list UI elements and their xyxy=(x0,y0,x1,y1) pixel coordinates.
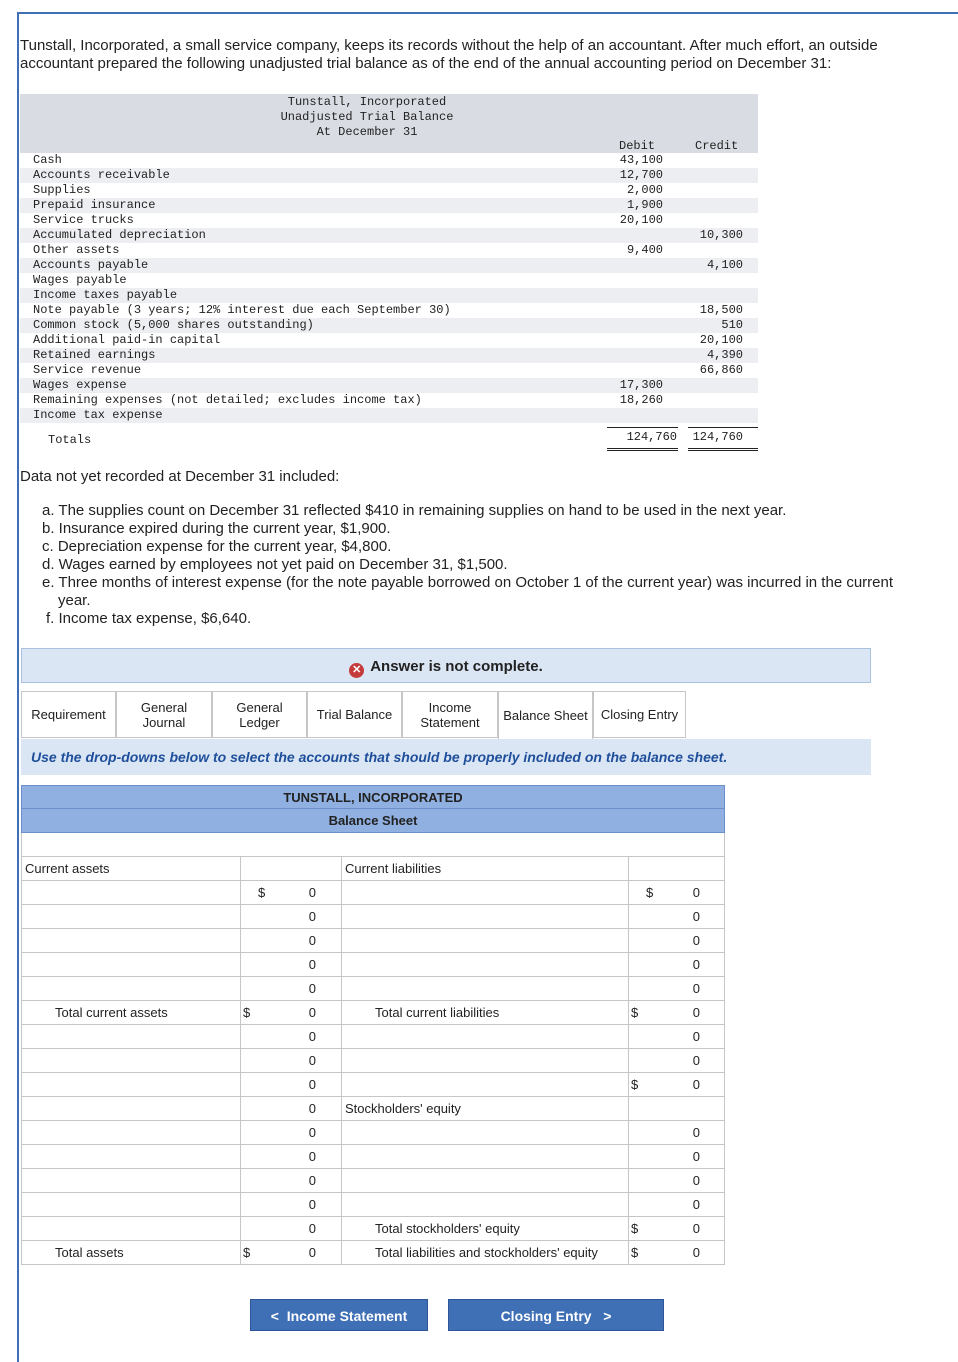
tab-label: Trial Balance xyxy=(316,707,393,722)
balance-sheet-row xyxy=(21,1097,725,1121)
asset-amount-input[interactable] xyxy=(240,977,341,1000)
tab-closing-entry[interactable] xyxy=(593,691,686,738)
liability-amount-input[interactable] xyxy=(628,1025,725,1048)
balance-sheet-row xyxy=(21,953,725,977)
credit-amount: 510 xyxy=(721,318,743,332)
credit-amount: 10,300 xyxy=(699,228,743,242)
asset-account-select[interactable] xyxy=(22,1169,240,1192)
liability-account-select[interactable] xyxy=(341,1073,628,1096)
trial-balance-title xyxy=(0,95,736,140)
trial-balance-row xyxy=(20,168,758,183)
answer-status-text: Answer is not complete. xyxy=(370,658,543,675)
chevron-right-icon: > xyxy=(603,1308,612,1324)
balance-sheet-row xyxy=(21,905,725,929)
liability-amount: 0 xyxy=(692,933,700,948)
asset-amount-input[interactable] xyxy=(240,1025,341,1048)
account-name: Supplies xyxy=(33,183,91,197)
asset-account-select[interactable] xyxy=(22,953,240,976)
tab-label: General Ledger xyxy=(236,699,283,730)
trial-balance-row xyxy=(20,198,758,213)
liability-amount-input[interactable] xyxy=(628,1097,725,1120)
debit-header: Debit xyxy=(619,139,656,153)
asset-label: Current assets xyxy=(25,861,110,876)
dollar-sign: $ xyxy=(631,1077,639,1092)
liability-amount: 0 xyxy=(692,1245,700,1260)
debit-amount: 12,700 xyxy=(619,168,663,182)
trial-balance-header xyxy=(20,94,758,153)
total-debit: 124,760 xyxy=(607,427,678,451)
liability-amount: 0 xyxy=(692,1077,700,1092)
trial-balance xyxy=(20,94,758,451)
prev-income-statement-button[interactable] xyxy=(250,1299,428,1331)
tab-income-statement[interactable] xyxy=(402,691,498,738)
balance-sheet-row xyxy=(21,1073,725,1097)
liability-amount-input[interactable] xyxy=(628,1049,725,1072)
account-name: Prepaid insurance xyxy=(33,198,156,212)
dollar-sign: $ xyxy=(646,885,654,900)
asset-amount: 0 xyxy=(308,1149,316,1164)
balance-sheet-company: TUNSTALL, INCORPORATED xyxy=(21,785,725,809)
liability-amount-input[interactable] xyxy=(628,1001,725,1024)
liability-amount: 0 xyxy=(692,1053,700,1068)
asset-amount: 0 xyxy=(308,957,316,972)
asset-amount: 0 xyxy=(308,1101,316,1116)
asset-account-select[interactable] xyxy=(22,857,240,880)
account-name: Service revenue xyxy=(33,363,142,377)
liability-label: Total liabilities and stockholders' equity xyxy=(375,1245,598,1260)
account-name: Additional paid-in capital xyxy=(33,333,221,347)
debit-amount: 43,100 xyxy=(619,153,663,167)
dollar-sign: $ xyxy=(243,1005,251,1020)
balance-sheet-table xyxy=(21,785,725,1265)
balance-sheet-row xyxy=(21,1025,725,1049)
account-name: Accumulated depreciation xyxy=(33,228,206,242)
asset-amount-input[interactable] xyxy=(240,1121,341,1144)
asset-account-select[interactable] xyxy=(22,1097,240,1120)
liability-label: Total current liabilities xyxy=(375,1005,500,1020)
balance-sheet-row xyxy=(21,929,725,953)
balance-sheet-title: Balance Sheet xyxy=(21,809,725,833)
dollar-sign: $ xyxy=(243,1245,251,1260)
asset-account-select[interactable] xyxy=(22,905,240,928)
liability-account-select[interactable] xyxy=(341,953,628,976)
balance-sheet-row xyxy=(21,1169,725,1193)
debit-amount: 9,400 xyxy=(626,243,663,257)
asset-amount-input[interactable] xyxy=(240,1169,341,1192)
balance-sheet-row xyxy=(21,881,725,905)
credit-amount: 20,100 xyxy=(699,333,743,347)
trial-balance-row xyxy=(20,153,758,168)
trial-balance-row xyxy=(20,378,758,393)
balance-sheet-row xyxy=(21,1049,725,1073)
liability-account-select[interactable] xyxy=(341,1001,628,1024)
asset-amount: 0 xyxy=(308,885,316,900)
trial-balance-row xyxy=(20,363,758,378)
liability-amount-input[interactable] xyxy=(628,857,725,880)
liability-amount: 0 xyxy=(692,1029,700,1044)
trial-balance-row xyxy=(20,288,758,303)
balance-sheet-row xyxy=(21,857,725,881)
debit-amount: 2,000 xyxy=(626,183,663,197)
x-circle-icon: ✕ xyxy=(349,663,364,678)
account-name: Income tax expense xyxy=(33,408,163,422)
account-name: Remaining expenses (not detailed; excludes income tax) xyxy=(33,393,422,407)
account-name: Accounts receivable xyxy=(33,168,170,182)
liability-amount: 0 xyxy=(692,1125,700,1140)
asset-account-select[interactable] xyxy=(22,1001,240,1024)
liability-amount: 0 xyxy=(692,1221,700,1236)
liability-account-select[interactable] xyxy=(341,1241,628,1264)
liability-amount-input[interactable] xyxy=(628,953,725,976)
asset-amount: 0 xyxy=(308,933,316,948)
account-name: Note payable (3 years; 12% interest due each September 30) xyxy=(33,303,451,317)
liability-amount: 0 xyxy=(692,981,700,996)
tab-label: General Journal xyxy=(140,699,188,730)
account-name: Common stock (5,000 shares outstanding) xyxy=(33,318,314,332)
tab-label: Balance Sheet xyxy=(503,708,588,723)
balance-sheet-row xyxy=(21,1001,725,1025)
balance-sheet-row xyxy=(21,977,725,1001)
liability-account-select[interactable] xyxy=(341,1049,628,1072)
trial-balance-row xyxy=(20,273,758,288)
asset-amount: 0 xyxy=(308,981,316,996)
asset-account-select[interactable] xyxy=(22,1025,240,1048)
asset-amount-input[interactable] xyxy=(240,1217,341,1240)
asset-amount: 0 xyxy=(308,1245,316,1260)
totals-label: Totals xyxy=(48,433,92,447)
asset-account-select[interactable] xyxy=(22,1145,240,1168)
trial-balance-row xyxy=(20,228,758,243)
asset-amount: 0 xyxy=(308,1005,316,1020)
debit-amount: 18,260 xyxy=(619,393,663,407)
liability-amount-input[interactable] xyxy=(628,1169,725,1192)
balance-sheet-blank-row xyxy=(21,833,725,857)
liability-account-select[interactable] xyxy=(341,1121,628,1144)
account-name: Service trucks xyxy=(33,213,134,227)
asset-amount: 0 xyxy=(308,1173,316,1188)
note-a: a. The supplies count on December 31 reflected $410 in remaining supplies on hand to be used in the next year. xyxy=(42,502,787,519)
total-credit: 124,760 xyxy=(688,427,758,451)
liability-amount: 0 xyxy=(692,909,700,924)
asset-amount: 0 xyxy=(308,1197,316,1212)
liability-account-select[interactable] xyxy=(341,1217,628,1240)
debit-amount: 17,300 xyxy=(619,378,663,392)
account-name: Wages payable xyxy=(33,273,127,287)
tab-label: Requirement xyxy=(31,707,106,722)
credit-amount: 4,100 xyxy=(706,258,743,272)
asset-amount-input[interactable] xyxy=(240,929,341,952)
tab-trial-balance[interactable] xyxy=(307,691,402,738)
trial-balance-row xyxy=(20,303,758,318)
liability-account-select[interactable] xyxy=(341,1169,628,1192)
asset-amount-input[interactable] xyxy=(240,1241,341,1264)
liability-account-select[interactable] xyxy=(341,905,628,928)
liability-account-select[interactable] xyxy=(341,1145,628,1168)
asset-amount-input[interactable] xyxy=(240,857,341,880)
account-name: Cash xyxy=(33,153,62,167)
asset-amount-input[interactable] xyxy=(240,953,341,976)
asset-label: Total current assets xyxy=(55,1005,168,1020)
account-name: Accounts payable xyxy=(33,258,149,272)
liability-amount-input[interactable] xyxy=(628,929,725,952)
trial-balance-row xyxy=(20,333,758,348)
dollar-sign: $ xyxy=(631,1245,639,1260)
asset-account-select[interactable] xyxy=(22,977,240,1000)
asset-amount: 0 xyxy=(308,909,316,924)
asset-account-select[interactable] xyxy=(22,881,240,904)
liability-amount-input[interactable] xyxy=(628,977,725,1000)
credit-amount: 4,390 xyxy=(706,348,743,362)
asset-amount: 0 xyxy=(308,1077,316,1092)
tab-balance-sheet[interactable] xyxy=(498,691,593,739)
asset-account-select[interactable] xyxy=(22,1049,240,1072)
asset-account-select[interactable] xyxy=(22,1073,240,1096)
liability-amount: 0 xyxy=(692,1197,700,1212)
liability-amount: 0 xyxy=(692,1005,700,1020)
trial-balance-rows xyxy=(20,153,758,423)
balance-sheet-rows xyxy=(21,857,725,1265)
frame-border-top xyxy=(17,12,958,14)
notes-list xyxy=(42,502,942,628)
trial-balance-row xyxy=(20,318,758,333)
trial-balance-totals xyxy=(20,427,758,451)
liability-account-select[interactable] xyxy=(341,1097,628,1120)
trial-balance-row xyxy=(20,183,758,198)
credit-amount: 18,500 xyxy=(699,303,743,317)
liability-amount: 0 xyxy=(692,1173,700,1188)
trial-balance-row xyxy=(20,213,758,228)
asset-amount: 0 xyxy=(308,1053,316,1068)
asset-account-select[interactable] xyxy=(22,1241,240,1264)
asset-account-select[interactable] xyxy=(22,1121,240,1144)
balance-sheet-row xyxy=(21,1121,725,1145)
liability-amount-input[interactable] xyxy=(628,905,725,928)
note-f: f. Income tax expense, $6,640. xyxy=(46,610,252,627)
balance-sheet-row xyxy=(21,1241,725,1265)
dollar-sign: $ xyxy=(258,885,266,900)
asset-amount-input[interactable] xyxy=(240,1073,341,1096)
asset-amount-input[interactable] xyxy=(240,1145,341,1168)
liability-amount-input[interactable] xyxy=(628,1241,725,1264)
trial-balance-row xyxy=(20,243,758,258)
asset-amount-input[interactable] xyxy=(240,1049,341,1072)
debit-amount: 20,100 xyxy=(619,213,663,227)
next-closing-entry-button[interactable] xyxy=(448,1299,664,1331)
tab-requirement[interactable] xyxy=(21,691,116,738)
liability-account-select[interactable] xyxy=(341,881,628,904)
asset-account-select[interactable] xyxy=(22,1193,240,1216)
liability-account-select[interactable] xyxy=(341,1193,628,1216)
next-button-label: Closing Entry xyxy=(500,1308,592,1324)
debit-amount: 1,900 xyxy=(626,198,663,212)
liability-amount-input[interactable] xyxy=(628,1073,725,1096)
dollar-sign: $ xyxy=(631,1005,639,1020)
account-name: Wages expense xyxy=(33,378,127,392)
asset-amount: 0 xyxy=(308,1221,316,1236)
notes-title: Data not yet recorded at December 31 included: xyxy=(20,468,340,485)
tab-label: Closing Entry xyxy=(600,707,679,722)
liability-account-select[interactable] xyxy=(341,1025,628,1048)
company-name: Tunstall, Incorporated xyxy=(287,95,447,109)
liability-account-select[interactable] xyxy=(341,977,628,1000)
note-c: c. Depreciation expense for the current year, $4,800. xyxy=(42,538,392,555)
liability-amount-input[interactable] xyxy=(628,1217,725,1240)
problem-intro: Tunstall, Incorporated, a small service company, keeps its records without the help of an accountant. After much effort, an outside accountant prepared the following unadjusted trial balance as of the end of the annual accounting period on December 31: xyxy=(20,37,878,72)
tab-label: Income Statement xyxy=(420,699,480,730)
asset-label: Total assets xyxy=(55,1245,124,1260)
tab-general-ledger[interactable] xyxy=(212,691,307,738)
account-name: Retained earnings xyxy=(33,348,156,362)
liability-amount-input[interactable] xyxy=(628,1193,725,1216)
balance-sheet-row xyxy=(21,1217,725,1241)
statement-date: At December 31 xyxy=(316,125,418,139)
liability-label: Current liabilities xyxy=(345,861,442,876)
chevron-left-icon: < xyxy=(270,1308,279,1324)
note-e-continued: year. xyxy=(58,592,91,609)
liability-amount: 0 xyxy=(692,885,700,900)
credit-amount: 66,860 xyxy=(699,363,743,377)
liability-account-select[interactable] xyxy=(341,857,628,880)
credit-header: Credit xyxy=(695,139,739,153)
trial-balance-row xyxy=(20,393,758,408)
frame-border-left xyxy=(17,12,19,1362)
asset-amount-input[interactable] xyxy=(240,1097,341,1120)
asset-amount: 0 xyxy=(308,1125,316,1140)
note-d: d. Wages earned by employees not yet paid on December 31, $1,500. xyxy=(42,556,508,573)
liability-amount: 0 xyxy=(692,1149,700,1164)
statement-name: Unadjusted Trial Balance xyxy=(280,110,454,124)
asset-account-select[interactable] xyxy=(22,929,240,952)
asset-amount-input[interactable] xyxy=(240,905,341,928)
liability-label: Total stockholders' equity xyxy=(375,1221,520,1236)
asset-amount: 0 xyxy=(308,1029,316,1044)
instruction-text: Use the drop-downs below to select the accounts that should be properly included on the balance sheet. xyxy=(21,739,871,775)
liability-amount-input[interactable] xyxy=(628,1121,725,1144)
asset-amount-input[interactable] xyxy=(240,881,341,904)
account-name: Other assets xyxy=(33,243,120,257)
liability-amount-input[interactable] xyxy=(628,881,725,904)
liability-amount: 0 xyxy=(692,957,700,972)
liability-label: Stockholders' equity xyxy=(345,1101,461,1116)
account-name: Income taxes payable xyxy=(33,288,178,302)
liability-amount-input[interactable] xyxy=(628,1145,725,1168)
note-e: e. Three months of interest expense (for the note payable borrowed on October 1 of the current year) was incurred in the current xyxy=(42,574,894,591)
balance-sheet-row xyxy=(21,1145,725,1169)
liability-account-select[interactable] xyxy=(341,929,628,952)
trial-balance-row xyxy=(20,408,758,423)
asset-amount-input[interactable] xyxy=(240,1001,341,1024)
balance-sheet-row xyxy=(21,1193,725,1217)
answer-status-banner xyxy=(21,648,871,683)
dollar-sign: $ xyxy=(631,1221,639,1236)
tab-general-journal[interactable] xyxy=(116,691,212,738)
note-b: b. Insurance expired during the current year, $1,900. xyxy=(42,520,391,537)
trial-balance-row xyxy=(20,348,758,363)
asset-account-select[interactable] xyxy=(22,1217,240,1240)
trial-balance-row xyxy=(20,258,758,273)
prev-button-label: Income Statement xyxy=(286,1308,408,1324)
asset-amount-input[interactable] xyxy=(240,1193,341,1216)
